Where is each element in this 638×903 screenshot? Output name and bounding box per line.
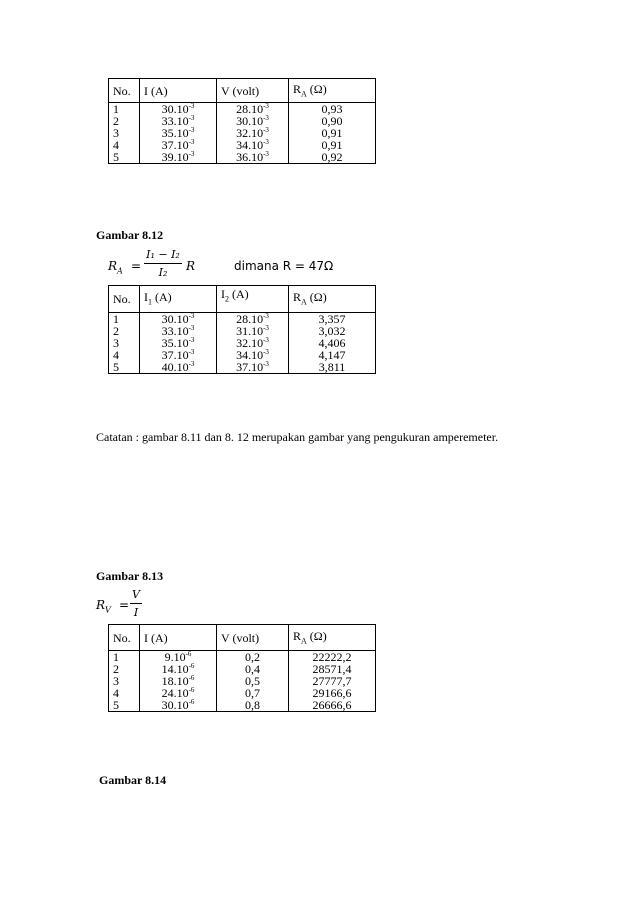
table-2 — [108, 285, 376, 374]
header-resistance: $R_A$ (Ω) — [289, 625, 376, 651]
header-no: No. — [109, 625, 140, 651]
table-header-row — [109, 79, 376, 103]
table-1 — [108, 78, 376, 164]
table-row: 5 $39.10^{-3}$ $36.10^{-3}$ 0,92 — [109, 151, 376, 164]
table-row: 2 $33.10^{-3}$ $30.10^{-3}$ 0,90 — [109, 115, 376, 127]
table-row: 2 $33.10^{-3}$ $31.10^{-3}$ 3,032 — [109, 325, 376, 337]
table-header-row — [109, 286, 376, 313]
table-row: 3 $35.10^{-3}$ $32.10^{-3}$ 0,91 — [109, 127, 376, 139]
table-row: 2 $14.10^{-6}$ 0,4 28571,4 — [109, 663, 376, 675]
note-text: Catatan : gambar 8.11 dan 8. 12 merupakan gambar yang pengukuran amperemeter. — [96, 430, 499, 444]
table-row: 3 $18.10^{-6}$ 0,5 27777,7 — [109, 675, 376, 687]
header-current: I (A) — [140, 625, 217, 651]
table-row: 4 $24.10^{-6}$ 0,7 29166,6 — [109, 687, 376, 699]
table-row: 1 $30.10^{-3}$ $28.10^{-3}$ 0,93 — [109, 103, 376, 116]
header-no: No. — [109, 79, 140, 103]
table-row: 1 $30.10^{-3}$ $28.10^{-3}$ 3,357 — [109, 313, 376, 326]
header-resistance: $R_A$ (Ω) — [289, 79, 376, 103]
table-row: 4 $37.10^{-3}$ $34.10^{-3}$ 0,91 — [109, 139, 376, 151]
table-row: 5 $30.10^{-6}$ 0,8 26666,6 — [109, 699, 376, 712]
table-3 — [108, 624, 376, 712]
table-row: 4 $37.10^{-3}$ $34.10^{-3}$ 4,147 — [109, 349, 376, 361]
table-header-row — [109, 625, 376, 651]
table-row: 1 $9.10^{-6}$ 0,2 22222,2 — [109, 651, 376, 664]
figure-heading-8-14: Gambar 8.14 — [99, 773, 167, 787]
header-resistance: $R_A$ (Ω) — [289, 286, 376, 313]
header-current-2: $I_2$ (A) — [217, 286, 289, 313]
header-current: I (A) — [140, 79, 217, 103]
header-voltage: V (volt) — [217, 79, 289, 103]
header-no: No. — [109, 286, 140, 313]
table-row: 3 $35.10^{-3}$ $32.10^{-3}$ 4,406 — [109, 337, 376, 349]
figure-heading-8-12: Gambar 8.12 — [96, 228, 164, 242]
header-voltage: V (volt) — [217, 625, 289, 651]
table-row: 5 $40.10^{-3}$ $37.10^{-3}$ 3,811 — [109, 361, 376, 374]
header-current-1: $I_1$ (A) — [140, 286, 217, 313]
figure-heading-8-13: Gambar 8.13 — [96, 569, 164, 583]
